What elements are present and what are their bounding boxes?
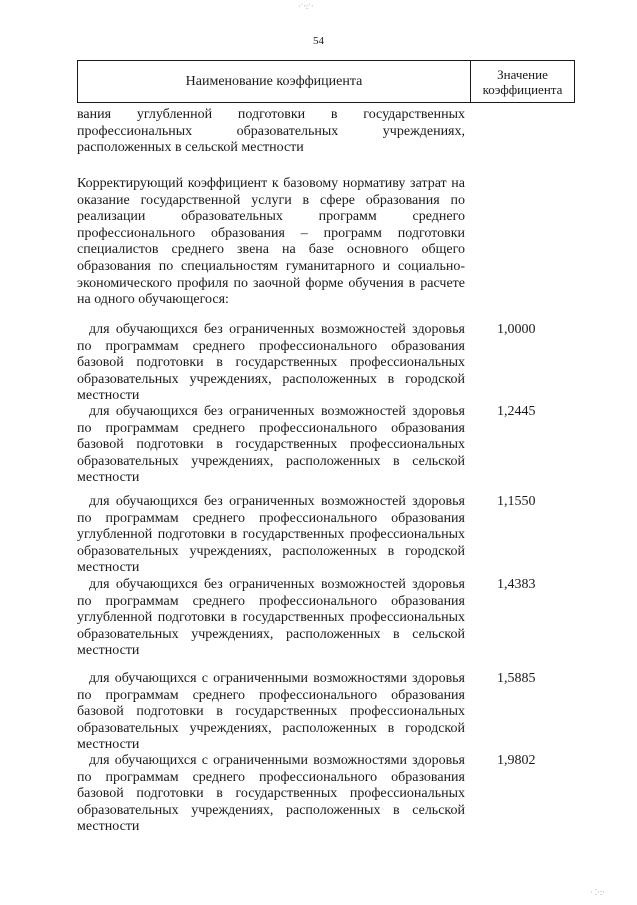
page-number: 54 bbox=[313, 35, 324, 47]
coefficient-description: для обучающихся без ограниченных возможностей здоровья по программам среднего профессионального образования базовой подготовки в государственных профессиональных образовательных учреждениях, расположенных в городской местности bbox=[77, 322, 465, 404]
coefficient-value: 1,4383 bbox=[497, 577, 536, 592]
table-header bbox=[77, 60, 575, 103]
coefficient-value: 1,1550 bbox=[497, 494, 536, 509]
coefficient-value: 1,9802 bbox=[497, 753, 536, 768]
column-header-value bbox=[471, 61, 574, 102]
coefficient-description: для обучающихся без ограниченных возможностей здоровья по программам среднего профессионального образования углубленной подготовки в государственных профессиональных образовательных учреждениях, расположенных в сельской местности bbox=[77, 577, 465, 659]
coefficient-description: для обучающихся с ограниченными возможностями здоровья по программам среднего профессионального образования базовой подготовки в государственных профессиональных образовательных учреждениях, расположенных в городской местности bbox=[77, 671, 465, 753]
scan-speck: ·˙·:˙· bbox=[298, 2, 314, 11]
coefficient-description: для обучающихся с ограниченными возможностями здоровья по программам среднего профессионального образования базовой подготовки в государственных профессиональных образовательных учреждениях, расположенных в сельской местности bbox=[77, 753, 465, 835]
section-intro: Корректирующий коэффициент к базовому нормативу затрат на оказание государственной услуги в сфере образования по реализации образовательных программ среднего профессионального образования – программ подготовки специалистов среднего звена на базе основного общего образования по специальностям гуманитарного и социально-экономического профиля по заочной форме обучения в расчете на одного обучающегося: bbox=[77, 176, 465, 308]
coefficient-row bbox=[77, 577, 577, 660]
coefficient-row bbox=[77, 494, 577, 577]
coefficient-description: для обучающихся без ограниченных возможностей здоровья по программам среднего профессионального образования углубленной подготовки в государственных профессиональных образовательных учреждениях, расположенных в городской местности bbox=[77, 494, 465, 576]
coefficient-row bbox=[77, 753, 577, 836]
column-header-name: Наименование коэффициента bbox=[78, 61, 471, 102]
coefficient-row bbox=[77, 404, 577, 487]
coefficient-value: 1,5885 bbox=[497, 671, 536, 686]
coefficient-row bbox=[77, 322, 577, 405]
coefficient-value: 1,2445 bbox=[497, 404, 536, 419]
continuation-text: вания углубленной подготовки в государственных профессиональных образовательных учреждениях, расположенных в сельской местности bbox=[77, 107, 465, 156]
column-header-value-line1: Значение bbox=[497, 66, 548, 82]
coefficient-description: для обучающихся без ограниченных возможностей здоровья по программам среднего профессионального образования базовой подготовки в государственных профессиональных образовательных учреждениях, расположенных в сельской местности bbox=[77, 404, 465, 486]
scan-speck: · ⁚·:· bbox=[590, 888, 605, 897]
coefficient-value: 1,0000 bbox=[497, 322, 536, 337]
column-header-value-line2: коэффициента bbox=[482, 81, 563, 97]
coefficient-row bbox=[77, 671, 577, 754]
